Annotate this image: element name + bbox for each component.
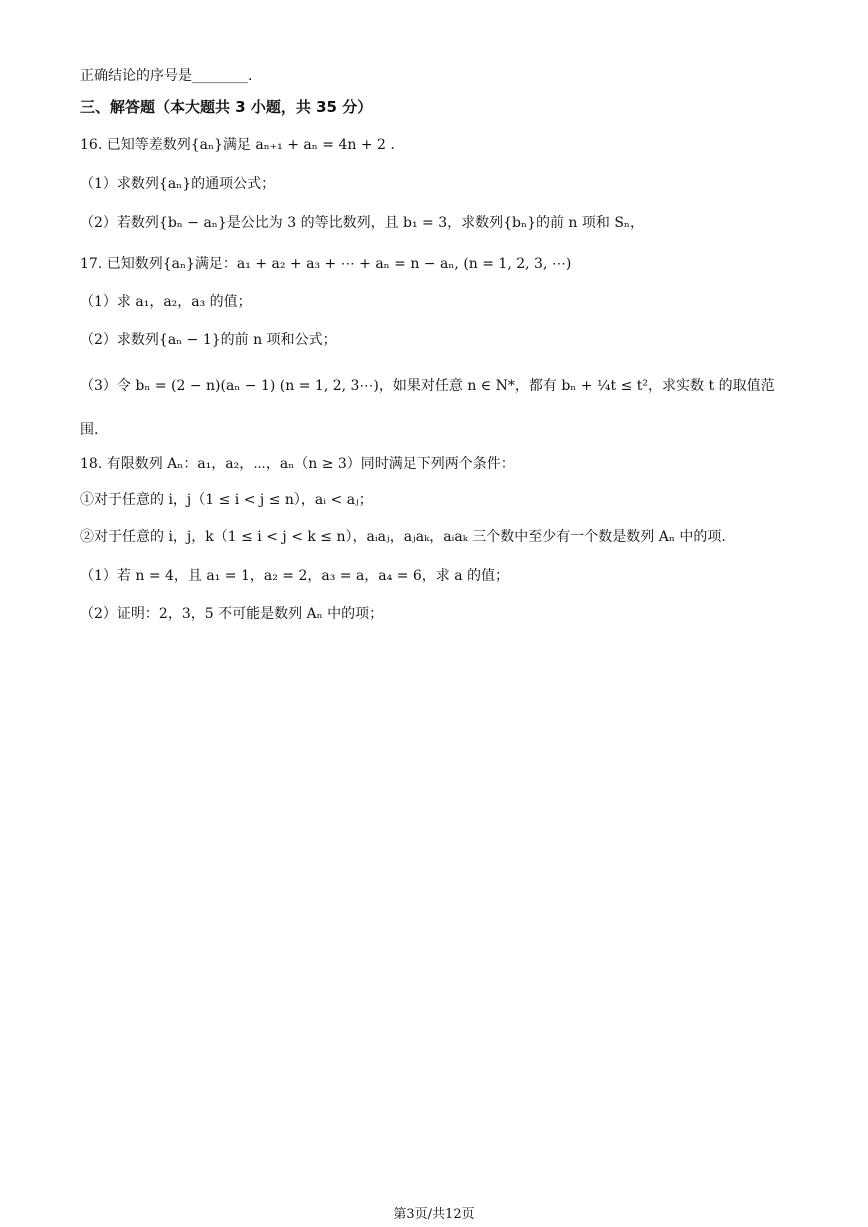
question-17-part-2: （2）求数列{aₙ − 1}的前 n 项和公式； xyxy=(80,332,337,348)
prev-question-ending: 正确结论的序号是________. xyxy=(80,68,253,84)
page-number-footer: 第3页/共12页 xyxy=(393,1207,475,1222)
question-18-condition-1: ①对于任意的 i，j（1 ≤ i < j ≤ n），aᵢ < aⱼ； xyxy=(80,492,373,508)
question-16-stem: 16. 已知等差数列{aₙ}满足 aₙ₊₁ + aₙ = 4n + 2 . xyxy=(80,137,395,153)
question-17-part-3-continued: 围. xyxy=(80,422,99,438)
question-18-part-1: （1）若 n = 4，且 a₁ = 1，a₂ = 2，a₃ = a，a₄ = 6，求 a 的值； xyxy=(80,568,510,584)
question-18-condition-2: ②对于任意的 i，j，k（1 ≤ i < j < k ≤ n），aᵢaⱼ，aⱼaₖ，aᵢaₖ 三个数中至少有一个数是数列 Aₙ 中的项. xyxy=(80,529,726,545)
question-16-part-1: （1）求数列{aₙ}的通项公式； xyxy=(80,176,276,192)
question-18-part-2: （2）证明：2，3，5 不可能是数列 Aₙ 中的项； xyxy=(80,606,384,622)
question-17-part-3: （3）令 bₙ = (2 − n)(aₙ − 1) (n = 1, 2, 3⋯)，如果对任意 n ∈ N*，都有 bₙ + ¼t ≤ t²，求实数 t 的取值范 xyxy=(80,378,775,394)
section-title: 三、解答题（本大题共 3 小题，共 35 分） xyxy=(80,98,373,116)
question-17-part-1: （1）求 a₁，a₂，a₃ 的值； xyxy=(80,294,252,310)
question-16-part-2: （2）若数列{bₙ − aₙ}是公比为 3 的等比数列，且 b₁ = 3，求数列{bₙ}的前 n 项和 Sₙ， xyxy=(80,215,644,231)
question-18-stem: 18. 有限数列 Aₙ：a₁，a₂，⋯，aₙ（n ≥ 3）同时满足下列两个条件： xyxy=(80,456,515,472)
question-17-stem: 17. 已知数列{aₙ}满足：a₁ + a₂ + a₃ + ⋯ + aₙ = n − aₙ, (n = 1, 2, 3, ⋯) xyxy=(80,256,572,272)
